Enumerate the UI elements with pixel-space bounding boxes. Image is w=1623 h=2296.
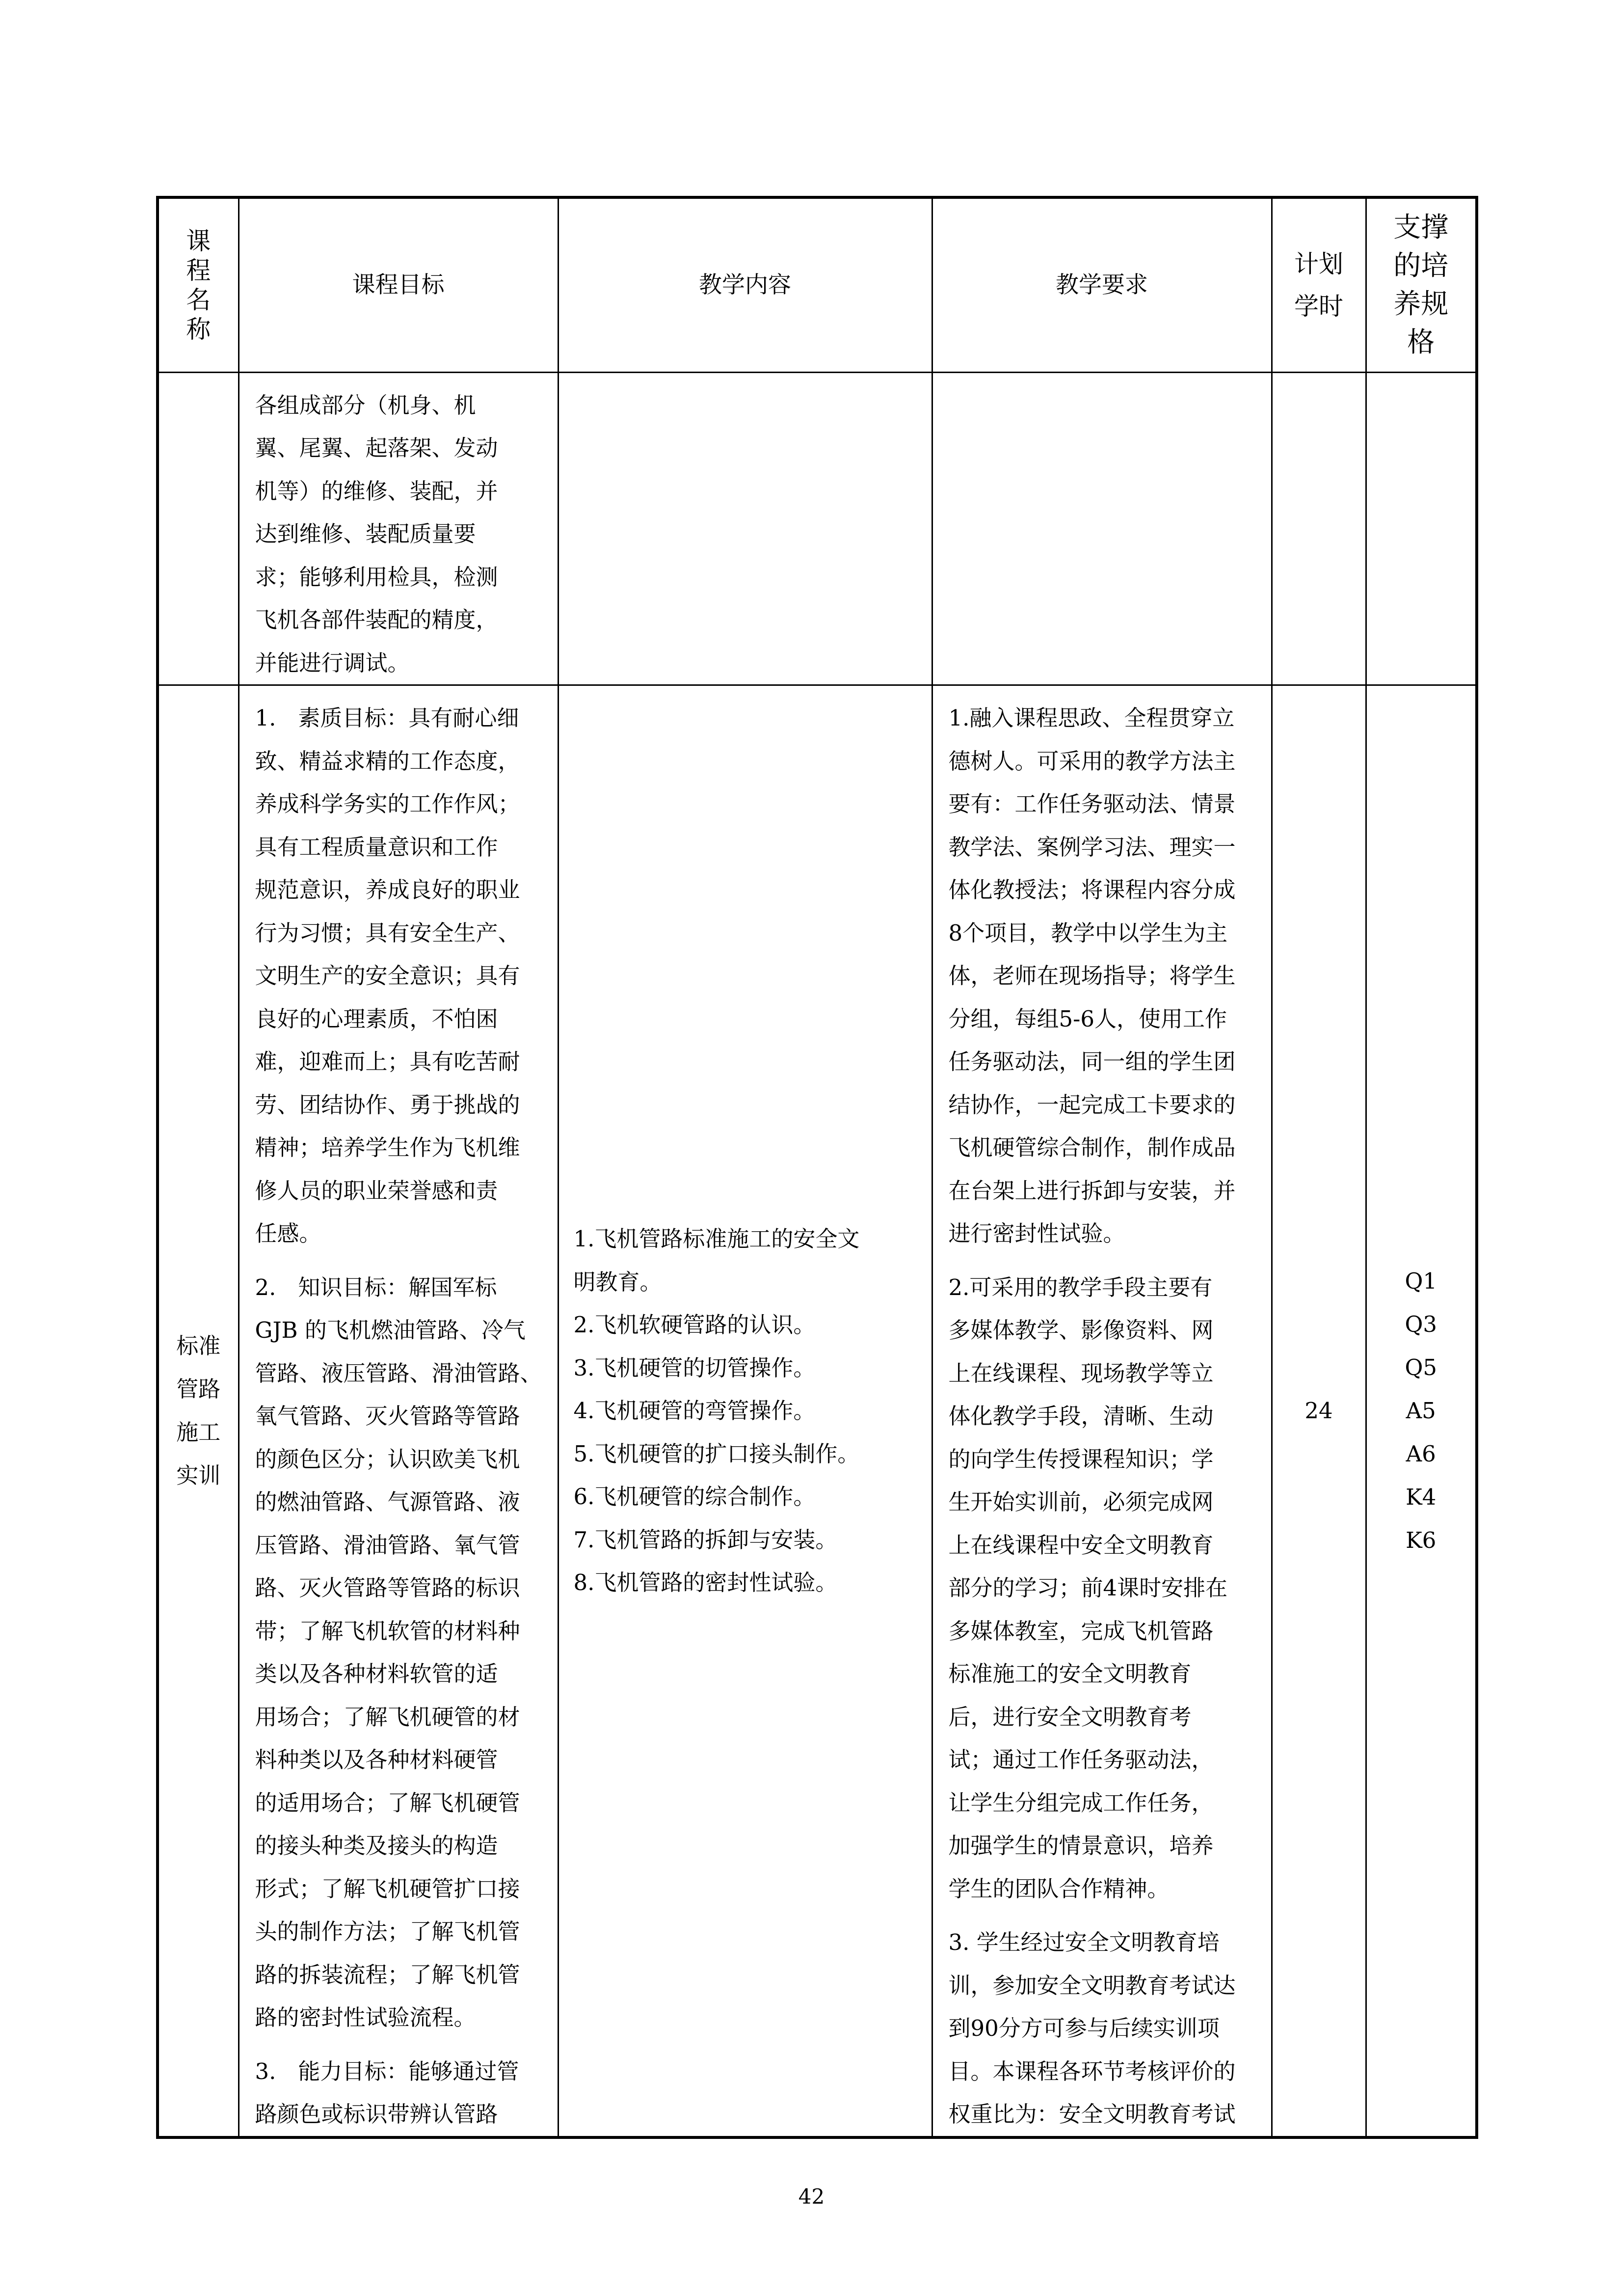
table-row (158, 372, 1477, 685)
header-hours-line: 计划 (1294, 249, 1343, 278)
requirement-cell (932, 685, 1272, 2137)
goal-paragraph: 各组成部分（机身、机 翼、尾翼、起落架、发动 机等）的维修、装配，并 达到维修、装配质量要 求；能够利用检具，检测 飞机各部件装配的精度， 并能进行调试。 (255, 392, 498, 676)
specs-cell (1366, 372, 1477, 685)
header-course-name-char: 称 (186, 315, 211, 344)
header-goal: 课程目标 (239, 197, 558, 372)
table-row (158, 685, 1477, 2137)
header-requirement: 教学要求 (932, 197, 1272, 372)
header-specs-line: 的培 (1393, 249, 1449, 282)
course-name-cell (158, 685, 239, 2137)
spec-code: Q1 (1405, 1268, 1437, 1294)
goal-cell (239, 685, 558, 2137)
course-name-line: 管路 (176, 1376, 221, 1402)
requirement-paragraph: 3. 学生经过安全文明教育培 训，参加安全文明教育考试达 到90分方可参与后续实训项 目。本课程各环节考核评价的 权重比为：安全文明教育考试 (948, 1929, 1236, 2127)
content-cell (558, 685, 932, 2137)
header-row (158, 197, 1477, 372)
course-name-line: 施工 (176, 1419, 221, 1445)
goal-paragraph: 2. 知识目标：解国军标 GJB 的飞机燃油管路、冷气 管路、液压管路、滑油管路、 氧气管路、灭火管路等管路 的颜色区分；认识欧美飞机 的燃油管路、气源管路、液 压管路、滑油管路、氧气管 路、灭火管路等管路的标识 带；了解飞机软管的材料种 类以及各种材料软管的适 用场合；了解飞机硬管的材 料种类以及各种材料硬管 的适用场合；了解飞机硬管 的接头种类及接头的构造 形式；了解飞机硬管扩口接 头的制作方法；了解飞机管 路的拆装流程；了解飞机管 路的密封性试验流程。 (255, 1274, 542, 2030)
spec-code: K6 (1406, 1527, 1437, 1553)
course-name-cell (158, 372, 239, 685)
spec-code: Q5 (1405, 1354, 1437, 1380)
hours-cell: 24 (1272, 685, 1366, 2137)
header-specs-line: 格 (1407, 326, 1435, 358)
content-list-item: 8.飞机管路的密封性试验。 (573, 1569, 838, 1595)
requirement-paragraph: 1.融入课程思政、全程贯穿立 德树人。可采用的教学方法主 要有：工作任务驱动法、情景 教学法、案例学习法、理实一 体化教授法；将课程内容分成 8个项目，教学中以学生为主 体，老师在现场指导；将学生 分组，每组5-6人，使用工作 任务驱动法，同一组的学生团 结协作，一起完成工卡要求的 飞机硬管综合制作，制作成品 在台架上进行拆卸与安装，并 进行密封性试验。 (948, 705, 1236, 1246)
spec-code: Q3 (1405, 1311, 1437, 1337)
content-list-item: 6.飞机硬管的综合制作。 (573, 1484, 816, 1510)
spec-code: A5 (1406, 1397, 1436, 1424)
course-name-line: 标准 (176, 1332, 221, 1359)
content-list-item: 7.飞机管路的拆卸与安装。 (573, 1526, 838, 1553)
page-number: 42 (798, 2185, 825, 2209)
content-list-item: 3.飞机硬管的切管操作。 (573, 1354, 816, 1381)
header-content: 教学内容 (558, 197, 932, 372)
header-course-name (158, 197, 239, 372)
goal-paragraph: 1. 素质目标：具有耐心细 致、精益求精的工作态度， 养成科学务实的工作作风； 具有工程质量意识和工作 规范意识，养成良好的职业 行为习惯；具有安全生产、 文明生产的安全意识；具有 良好的心理素质，不怕困 难，迎难而上；具有吃苦耐 劳、团结协作、勇于挑战的 精神；培养学生作为飞机维 修人员的职业荣誉感和责 任感。 (255, 705, 520, 1246)
spec-code: K4 (1406, 1484, 1437, 1510)
content-list-item: 5.飞机硬管的扩口接头制作。 (573, 1440, 860, 1467)
header-course-name-char: 名 (186, 285, 211, 314)
goal-paragraph: 3. 能力目标：能够通过管 路颜色或标识带辨认管路 (255, 2058, 519, 2127)
header-course-name-char: 课 (186, 226, 211, 255)
course-table (156, 196, 1478, 2139)
content-list-item: 1.飞机管路标准施工的安全文 明教育。 (573, 1226, 860, 1295)
content-list-item: 4.飞机硬管的弯管操作。 (573, 1398, 816, 1424)
content-list-item: 2.飞机软硬管路的认识。 (573, 1312, 816, 1338)
header-hours-line: 学时 (1294, 292, 1343, 321)
header-course-name-char: 程 (186, 256, 211, 285)
course-name-line: 实训 (176, 1462, 221, 1488)
hours-cell (1272, 372, 1366, 685)
content-cell (558, 372, 932, 685)
specs-cell (1366, 685, 1477, 2137)
spec-code: A6 (1406, 1440, 1436, 1467)
header-specs-line: 支撑 (1393, 211, 1449, 243)
header-specs (1366, 197, 1477, 372)
header-specs-line: 养规 (1393, 288, 1449, 320)
requirement-paragraph: 2.可采用的教学手段主要有 多媒体教学、影像资料、网 上在线课程、现场教学等立 体化教学手段，清晰、生动 的向学生传授课程知识；学 生开始实训前，必须完成网 上在线课程中安全文明教育 部分的学习；前4课时安排在 多媒体教室，完成飞机管路 标准施工的安全文明教育 后，进行安全文明教育考 试；通过工作任务驱动法， 让学生分组完成工作任务， 加强学生的情景意识，培养 学生的团队合作精神。 (948, 1274, 1228, 1902)
requirement-cell (932, 372, 1272, 685)
header-hours (1272, 197, 1366, 372)
goal-cell (239, 372, 558, 685)
